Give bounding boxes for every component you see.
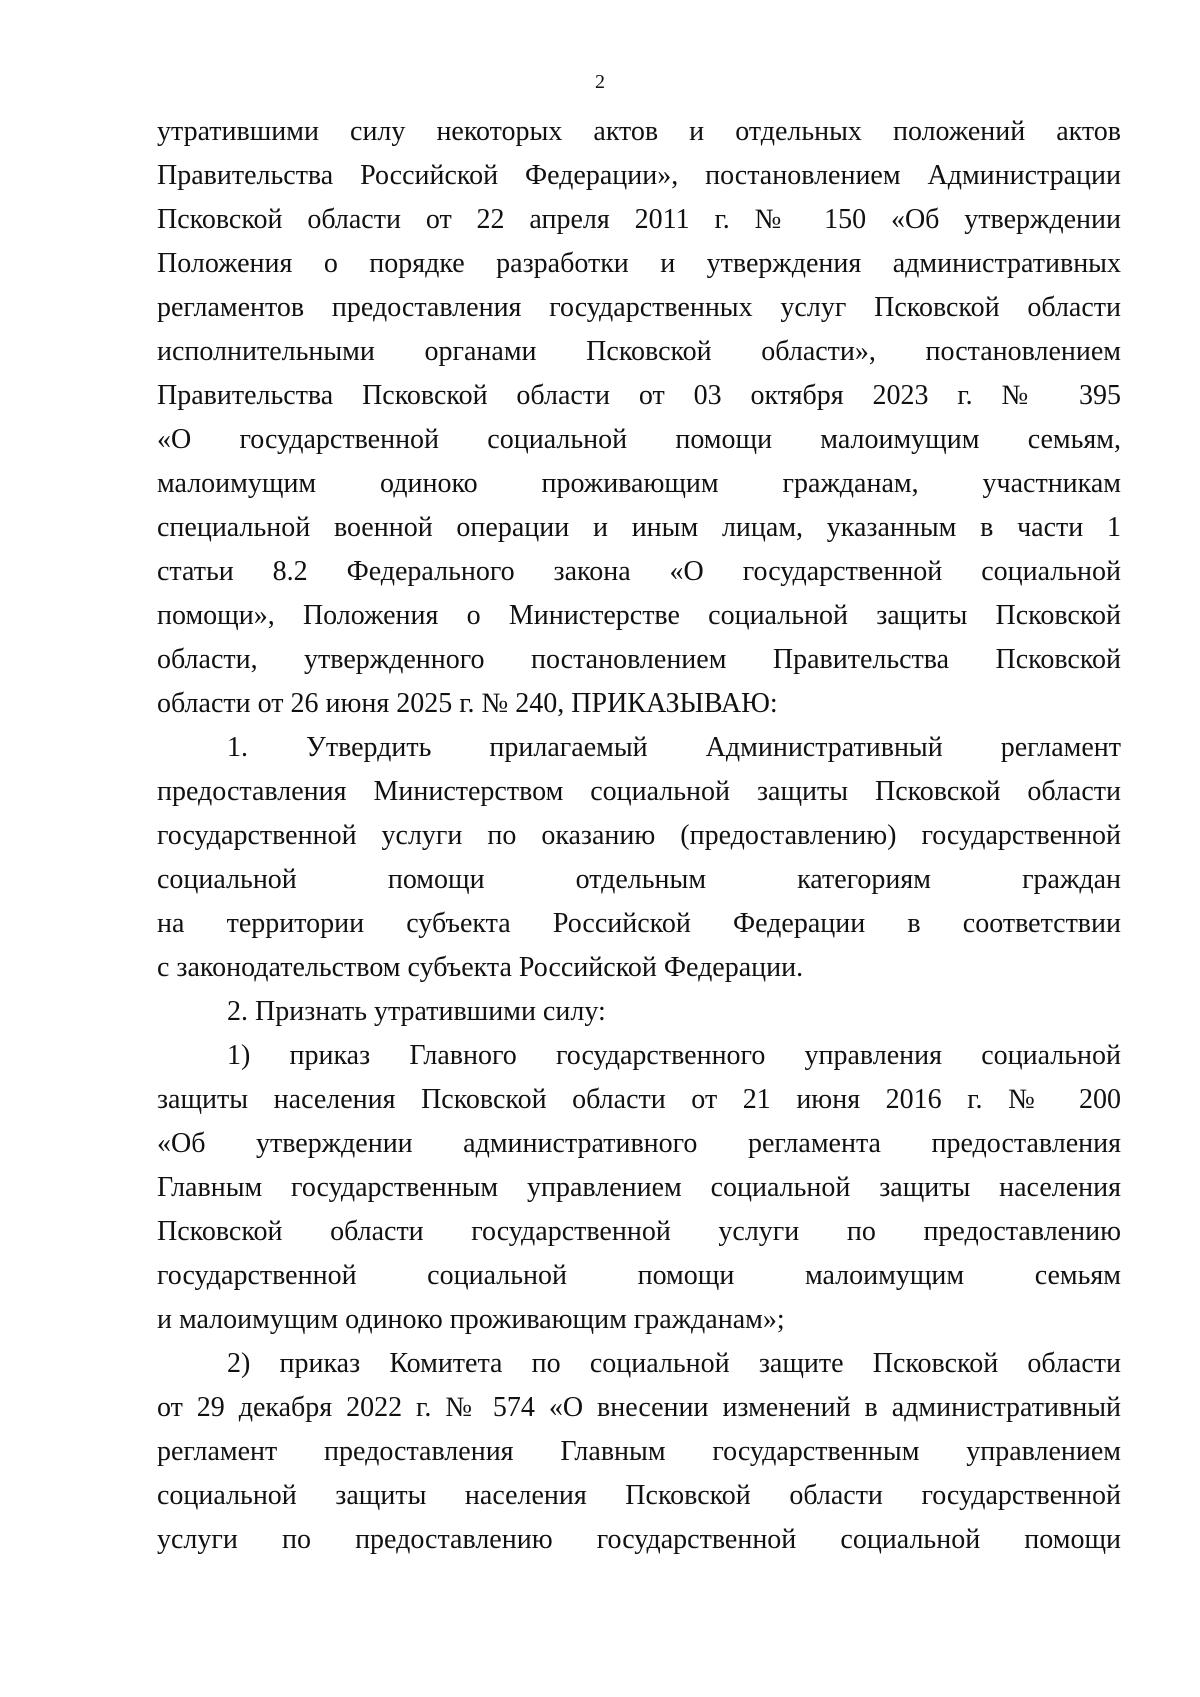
text-line: области от 26 июня 2025 г. № 240, ПРИКАЗЫВАЮ: <box>157 688 778 719</box>
text-line: регламент предоставления Главным государственным управлением <box>157 1436 1121 1467</box>
text-line: от 29 декабря 2022 г. № 574 «О внесении изменений в административный <box>157 1392 1121 1423</box>
text-line: 1) приказ Главного государственного управления социальной <box>227 1040 1121 1071</box>
text-line: с законодательством субъекта Российской Федерации. <box>157 952 804 983</box>
text-line: государственной услуги по оказанию (предоставлению) государственной <box>157 820 1121 851</box>
text-line: утратившими силу некоторых актов и отдельных положений актов <box>157 116 1121 147</box>
text-line: Псковской области государственной услуги по предоставлению <box>157 1216 1121 1247</box>
text-line: государственной социальной помощи малоимущим семьям <box>157 1260 1121 1291</box>
text-line: «Об утверждении административного регламента предоставления <box>157 1128 1121 1159</box>
page-number: 2 <box>595 71 605 93</box>
text-line: социальной защиты населения Псковской области государственной <box>157 1480 1121 1511</box>
text-line: предоставления Министерством социальной защиты Псковской области <box>157 776 1121 807</box>
text-line: области, утвержденного постановлением Правительства Псковской <box>157 644 1121 675</box>
text-line: 2) приказ Комитета по социальной защите Псковской области <box>227 1348 1121 1379</box>
text-line: помощи», Положения о Министерстве социальной защиты Псковской <box>157 600 1121 631</box>
text-line: социальной помощи отдельным категориям граждан <box>157 864 1121 895</box>
text-line: Псковской области от 22 апреля 2011 г. № 150 «Об утверждении <box>157 204 1121 235</box>
text-line: регламентов предоставления государственных услуг Псковской области <box>157 292 1121 323</box>
text-line: Главным государственным управлением социальной защиты населения <box>157 1172 1121 1203</box>
text-line: исполнительными органами Псковской области», постановлением <box>157 336 1121 367</box>
text-line: 2. Признать утратившими силу: <box>227 996 606 1027</box>
document-body <box>157 110 1121 1562</box>
text-line: Правительства Российской Федерации», постановлением Администрации <box>157 160 1121 191</box>
text-line: 1. Утвердить прилагаемый Административный регламент <box>227 732 1121 763</box>
text-line: на территории субъекта Российской Федерации в соответствии <box>157 908 1121 939</box>
text-line: защиты населения Псковской области от 21 июня 2016 г. № 200 <box>157 1084 1121 1115</box>
text-line: Положения о порядке разработки и утверждения административных <box>157 248 1121 279</box>
text-line: Правительства Псковской области от 03 октября 2023 г. № 395 <box>157 380 1121 411</box>
text-line: статьи 8.2 Федерального закона «О государственной социальной <box>157 556 1121 587</box>
text-line: специальной военной операции и иным лицам, указанным в части 1 <box>157 512 1121 543</box>
text-line: малоимущим одиноко проживающим гражданам, участникам <box>157 468 1121 499</box>
text-line: «О государственной социальной помощи малоимущим семьям, <box>157 424 1121 455</box>
text-line: и малоимущим одиноко проживающим гражданам»; <box>157 1304 785 1335</box>
text-line: услуги по предоставлению государственной социальной помощи <box>157 1524 1121 1555</box>
